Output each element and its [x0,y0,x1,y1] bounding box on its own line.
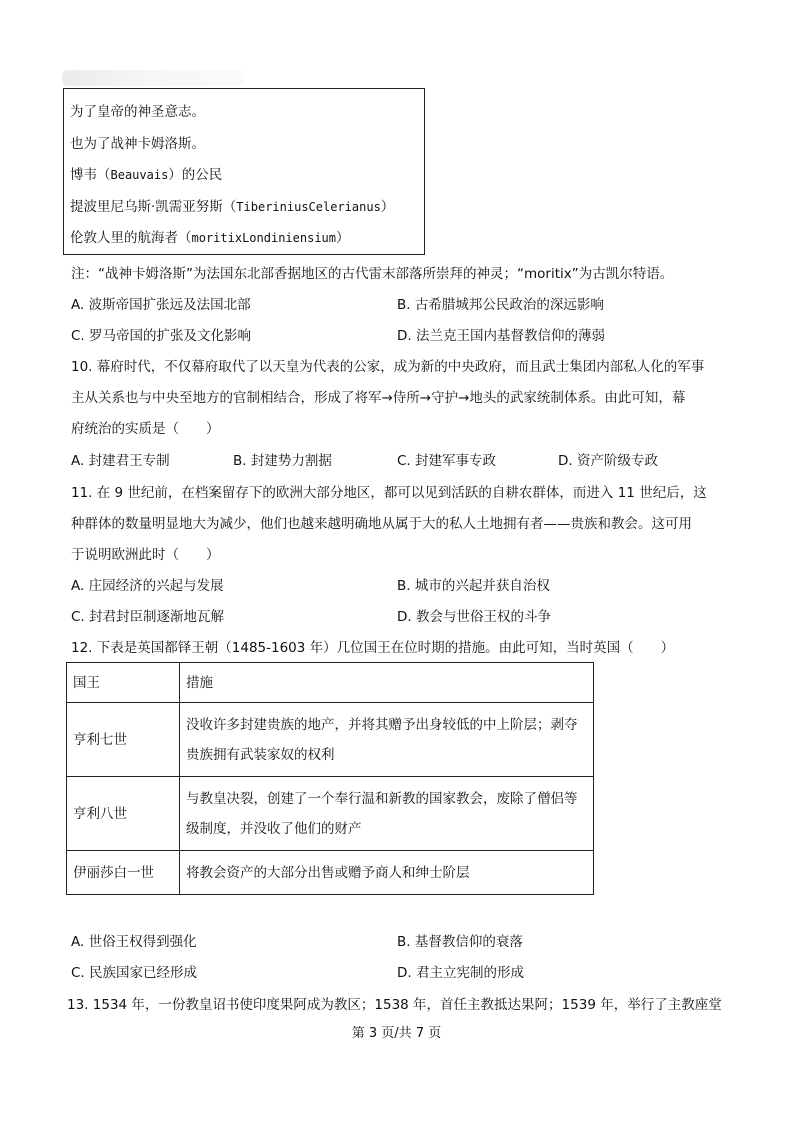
tudor-kings-table [66,662,594,895]
inscription-line: 伦敦人里的航海者（moritixLondiniensium） [70,230,350,246]
q11-stem-line: 11. 在 9 世纪前，在档案留存下的欧洲大部分地区，都可以见到活跃的自耕农群体，而进入 11 世纪后，这 [71,485,707,501]
q10-option-a[interactable]: A. 封建君王专制 [71,453,170,469]
q9-option-b[interactable]: B. 古希腊城邦公民政治的深远影响 [397,297,604,313]
q9-option-d[interactable]: D. 法兰克王国内基督教信仰的薄弱 [397,328,605,344]
q10-stem-line: 府统治的实质是（ ） [71,421,220,437]
table-cell-king: 伊丽莎白一世 [67,851,180,895]
q10-stem-line: 主从关系也与中央至地方的官制相结合，形成了将军→侍所→守护→地头的武家统制体系。由此可知，幕 [71,390,686,406]
q11-stem-line: 于说明欧洲此时（ ） [71,547,220,563]
table-cell-king: 亨利八世 [67,777,180,851]
q11-option-a[interactable]: A. 庄园经济的兴起与发展 [71,578,224,594]
q11-option-b[interactable]: B. 城市的兴起并获自治权 [397,578,550,594]
q12-option-c[interactable]: C. 民族国家已经形成 [71,965,198,981]
q9-option-a[interactable]: A. 波斯帝国扩张远及法国北部 [71,297,251,313]
table-cell-king: 亨利七世 [67,703,180,777]
measures-line: 与教皇决裂，创建了一个奉行温和新教的国家教会，废除了僧侣等 [186,790,578,807]
q13-stem-line: 13. 1534 年，一份教皇诏书使印度果阿成为教区；1538 年，首任主教抵达果阿；1539 年，举行了主教座堂 [67,997,722,1013]
scan-smudge [62,70,244,86]
table-row [67,703,594,777]
table-row [67,851,594,895]
measures-line: 没收许多封建贵族的地产，并将其赠予出身较低的中上阶层；剥夺 [186,716,578,733]
q10-option-c[interactable]: C. 封建军事专政 [397,453,497,469]
q11-stem-line: 种群体的数量明显地大为减少，他们也越来越明确地从属于大的私人土地拥有者——贵族和教会。这可用 [71,516,692,532]
inscription-line: 提波里尼乌斯·凯需亚努斯（TiberiniusCelerianus） [70,198,395,215]
inscription-box [63,88,425,255]
table-header-measures: 措施 [180,663,594,703]
q9-note: 注：“战神卡姆洛斯”为法国东北部香据地区的古代雷末部落所崇拜的神灵；“moritix”为古凯尔特语。 [71,266,674,282]
q12-stem: 12. 下表是英国都铎王朝（1485-1603 年）几位国王在位时期的措施。由此可知，当时英国（ ） [71,640,675,656]
inscription-line: 博韦（Beauvais）的公民 [70,167,223,183]
inscription-line: 也为了战神卡姆洛斯。 [70,135,205,152]
page-footer: 第 3 页/共 7 页 [351,1026,442,1041]
table-row [67,777,594,851]
table-cell-measures [180,777,594,851]
q10-option-d[interactable]: D. 资产阶级专政 [558,453,658,469]
q11-option-d[interactable]: D. 教会与世俗王权的斗争 [397,609,551,625]
q11-option-c[interactable]: C. 封君封臣制逐渐地瓦解 [71,609,225,625]
table-cell-measures: 将教会资产的大部分出售或赠予商人和绅士阶层 [180,851,594,895]
table-header-king: 国王 [67,663,180,703]
table-header-row [67,663,594,703]
q10-stem-line: 10. 幕府时代，不仅幕府取代了以天皇为代表的公家，成为新的中央政府，而且武士集团内部私人化的军事 [71,359,705,375]
q9-option-c[interactable]: C. 罗马帝国的扩张及文化影响 [71,328,252,344]
q12-option-b[interactable]: B. 基督教信仰的衰落 [397,934,523,950]
table-cell-measures [180,703,594,777]
q12-option-a[interactable]: A. 世俗王权得到强化 [71,934,197,950]
inscription-line: 为了皇帝的神圣意志。 [70,104,205,120]
q12-option-d[interactable]: D. 君主立宪制的形成 [397,965,524,981]
measures-line: 贵族拥有武装家奴的权利 [186,746,335,763]
measures-line: 级制度，并没收了他们的财产 [186,820,362,837]
q10-option-b[interactable]: B. 封建势力割据 [233,453,332,469]
